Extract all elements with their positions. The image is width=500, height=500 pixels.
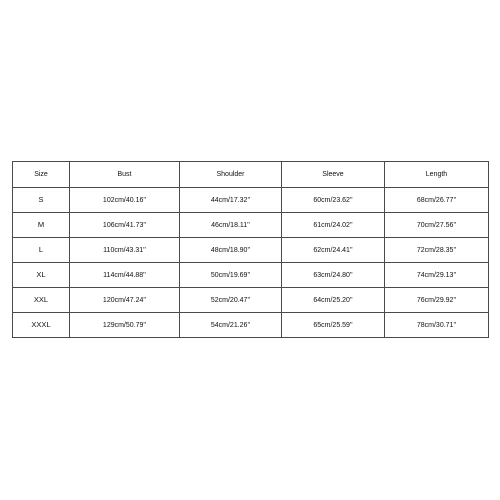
size-cell: S xyxy=(13,188,70,213)
sleeve-cell: 61cm/24.02'' xyxy=(282,213,385,238)
header-shoulder: Shoulder xyxy=(180,162,282,188)
header-sleeve: Sleeve xyxy=(282,162,385,188)
length-cell: 76cm/29.92'' xyxy=(385,288,489,313)
size-chart-table xyxy=(12,161,489,338)
shoulder-cell: 54cm/21.26'' xyxy=(180,313,282,338)
header-length: Length xyxy=(385,162,489,188)
size-cell: M xyxy=(13,213,70,238)
header-size: Size xyxy=(13,162,70,188)
table-row xyxy=(13,313,489,338)
sleeve-cell: 60cm/23.62'' xyxy=(282,188,385,213)
bust-cell: 129cm/50.79'' xyxy=(70,313,180,338)
table-header-row xyxy=(13,162,489,188)
length-cell: 72cm/28.35'' xyxy=(385,238,489,263)
length-cell: 78cm/30.71'' xyxy=(385,313,489,338)
sleeve-cell: 64cm/25.20'' xyxy=(282,288,385,313)
table-row xyxy=(13,188,489,213)
bust-cell: 110cm/43.31'' xyxy=(70,238,180,263)
header-bust: Bust xyxy=(70,162,180,188)
shoulder-cell: 52cm/20.47'' xyxy=(180,288,282,313)
table-row xyxy=(13,263,489,288)
sleeve-cell: 63cm/24.80'' xyxy=(282,263,385,288)
sleeve-cell: 65cm/25.59'' xyxy=(282,313,385,338)
table-row xyxy=(13,288,489,313)
size-cell: XXL xyxy=(13,288,70,313)
shoulder-cell: 46cm/18.11'' xyxy=(180,213,282,238)
bust-cell: 114cm/44.88'' xyxy=(70,263,180,288)
bust-cell: 120cm/47.24'' xyxy=(70,288,180,313)
size-cell: XXXL xyxy=(13,313,70,338)
size-cell: L xyxy=(13,238,70,263)
size-cell: XL xyxy=(13,263,70,288)
length-cell: 74cm/29.13'' xyxy=(385,263,489,288)
shoulder-cell: 48cm/18.90'' xyxy=(180,238,282,263)
bust-cell: 102cm/40.16'' xyxy=(70,188,180,213)
table-row xyxy=(13,213,489,238)
shoulder-cell: 50cm/19.69'' xyxy=(180,263,282,288)
length-cell: 70cm/27.56'' xyxy=(385,213,489,238)
length-cell: 68cm/26.77'' xyxy=(385,188,489,213)
shoulder-cell: 44cm/17.32'' xyxy=(180,188,282,213)
sleeve-cell: 62cm/24.41'' xyxy=(282,238,385,263)
table-row xyxy=(13,238,489,263)
bust-cell: 106cm/41.73'' xyxy=(70,213,180,238)
